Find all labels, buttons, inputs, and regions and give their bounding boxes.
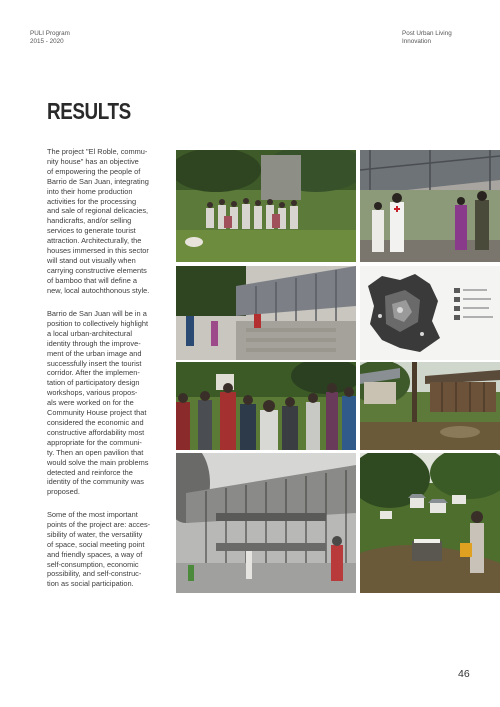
text-line: would solve the main problems	[47, 457, 149, 467]
program-name: PULI Program	[30, 30, 70, 37]
program-years: 2015 - 2020	[30, 38, 64, 45]
text-line: and sale of regional delicacies,	[47, 206, 149, 216]
photo-site-map	[360, 266, 500, 360]
text-line: workshops, various propos-	[47, 388, 138, 398]
page-title: RESULTS	[47, 98, 131, 124]
text-line: tation of participatory design	[47, 378, 140, 388]
paragraph-key-points	[47, 510, 171, 589]
text-line: of space, social meeting point	[47, 539, 145, 549]
header-right	[402, 30, 452, 46]
text-line: nity house" has an objective	[47, 156, 139, 166]
text-line: a local urban-architectural	[47, 328, 133, 338]
text-line: ty. Then an open pavilion that	[47, 447, 144, 457]
text-line: detected and reinforce the	[47, 467, 133, 477]
paragraph-intro	[47, 147, 171, 296]
text-line: ment of the urban image and	[47, 348, 142, 358]
text-line: handicrafts, and/or selling	[47, 216, 132, 226]
photo-hillside-houses	[360, 362, 500, 450]
program-subtitle-line2: Innovation	[402, 38, 432, 45]
text-line: will stand out visually when	[47, 255, 136, 265]
text-line: Barrio de San Juan will be in a	[47, 309, 147, 318]
text-line: services to generate tourist	[47, 226, 136, 236]
text-line: points of the project are: acces-	[47, 519, 151, 529]
text-line: sibility of water, the versatility	[47, 529, 143, 539]
photo-pavilion-render	[176, 453, 356, 593]
photo-village-valley	[360, 453, 500, 593]
text-line: identity through the improve-	[47, 338, 141, 348]
text-line: successfully insert the tourist	[47, 358, 142, 368]
photo-community-group	[176, 150, 356, 262]
text-line: position to collectively highlight	[47, 318, 149, 328]
text-line: houses immersed in this sector	[47, 246, 149, 256]
text-line: identity of the community was	[47, 477, 144, 487]
photo-redcross-volunteers	[360, 150, 500, 262]
text-line: self-consumption, economic	[47, 559, 139, 569]
text-line: Community House project that	[47, 408, 147, 418]
text-line: The project "El Roble, commu-	[47, 147, 148, 156]
text-line: and friendly spaces, a way of	[47, 549, 143, 559]
program-subtitle-line1: Post Urban Living	[402, 30, 452, 37]
text-line: attraction. Architecturally, the	[47, 236, 142, 246]
text-line: corridor. After the implemen-	[47, 368, 140, 378]
text-line: tion as social participation.	[47, 579, 134, 589]
text-line: als were worked on for the	[47, 398, 134, 408]
text-line: into their home production	[47, 186, 133, 196]
text-line: activities for the processing	[47, 196, 137, 206]
header-left	[30, 30, 70, 46]
text-line: Barrio de San Juan, integrating	[47, 176, 149, 186]
text-line: appropriate for the communi-	[47, 437, 142, 447]
text-line: Some of the most important	[47, 510, 138, 519]
photo-participatory-workshop	[176, 362, 356, 450]
text-line: proposed.	[47, 487, 80, 497]
text-line: possibility, and self-construc-	[47, 569, 142, 579]
text-line: constructive affordability most	[47, 427, 145, 437]
paragraph-identity	[47, 309, 171, 497]
page-number: 46	[458, 668, 470, 680]
text-line: of empowering the people of	[47, 166, 141, 176]
photo-pavilion-construction	[176, 266, 356, 360]
text-line: of bamboo that will define a	[47, 275, 137, 285]
text-line: considered the economic and	[47, 417, 144, 427]
text-line: carrying constructive elements	[47, 265, 147, 275]
text-line: new, local autochthonous style.	[47, 285, 150, 295]
